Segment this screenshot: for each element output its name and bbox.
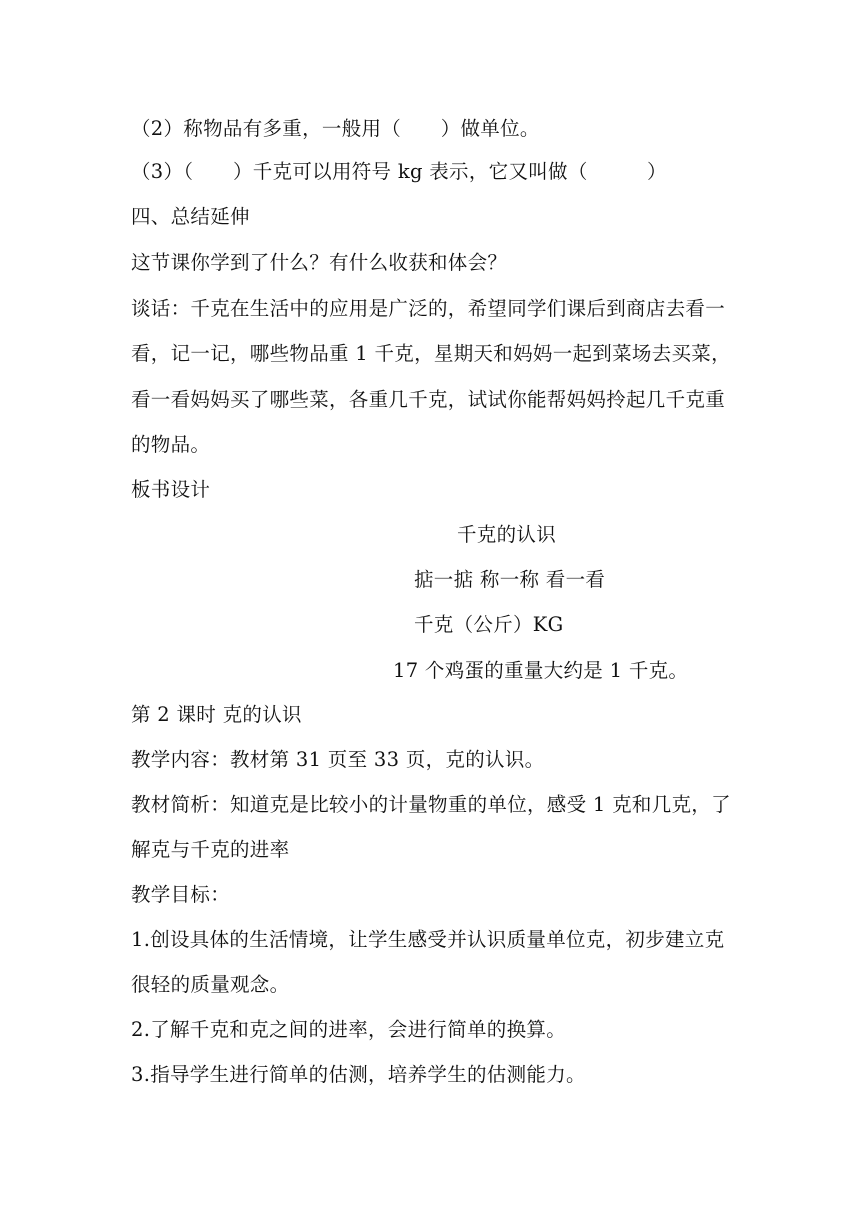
teaching-content: 教学内容：教材第 31 页至 33 页，克的认识。 xyxy=(131,748,545,771)
goal-2: 2.了解千克和克之间的进率，会进行简单的换算。 xyxy=(131,1018,567,1041)
goal-3: 3.指导学生进行简单的估测，培养学生的估测能力。 xyxy=(131,1063,586,1086)
fill-blank-question-3: （3）（ ）千克可以用符号 kg 表示，它又叫做（ ） xyxy=(131,160,667,183)
summary-question: 这节课你学到了什么？有什么收获和体会？ xyxy=(131,251,508,274)
lesson-2-heading: 第 2 课时 克的认识 xyxy=(131,703,302,726)
board-title: 千克的认识 xyxy=(457,523,557,546)
section-heading-summary: 四、总结延伸 xyxy=(131,205,250,228)
talk-paragraph-line-3: 看一看妈妈买了哪些菜，各重几千克，试试你能帮妈妈拎起几千克重 xyxy=(131,388,726,411)
board-line-unit: 千克（公斤）KG xyxy=(414,613,564,636)
board-line-activities: 掂一掂 称一称 看一看 xyxy=(414,568,606,591)
material-analysis-line-2: 解克与千克的进率 xyxy=(131,838,290,861)
talk-paragraph-line-4: 的物品。 xyxy=(131,433,211,456)
talk-paragraph-line-2: 看，记一记，哪些物品重 1 千克，星期天和妈妈一起到菜场去买菜， xyxy=(131,342,731,365)
board-line-eggs: 17 个鸡蛋的重量大约是 1 千克。 xyxy=(393,659,689,682)
teaching-goals-heading: 教学目标： xyxy=(131,883,231,906)
material-analysis-line-1: 教材简析：知道克是比较小的计量物重的单位，感受 1 克和几克，了 xyxy=(131,793,731,816)
board-design-heading: 板书设计 xyxy=(131,478,211,501)
goal-1-line-1: 1.创设具体的生活情境，让学生感受并认识质量单位克，初步建立克 xyxy=(131,928,725,951)
goal-1-line-2: 很轻的质量观念。 xyxy=(131,973,290,996)
talk-paragraph-line-1: 谈话：千克在生活中的应用是广泛的，希望同学们课后到商店去看一 xyxy=(131,297,726,320)
fill-blank-question-2: （2）称物品有多重，一般用（ ）做单位。 xyxy=(131,117,540,140)
